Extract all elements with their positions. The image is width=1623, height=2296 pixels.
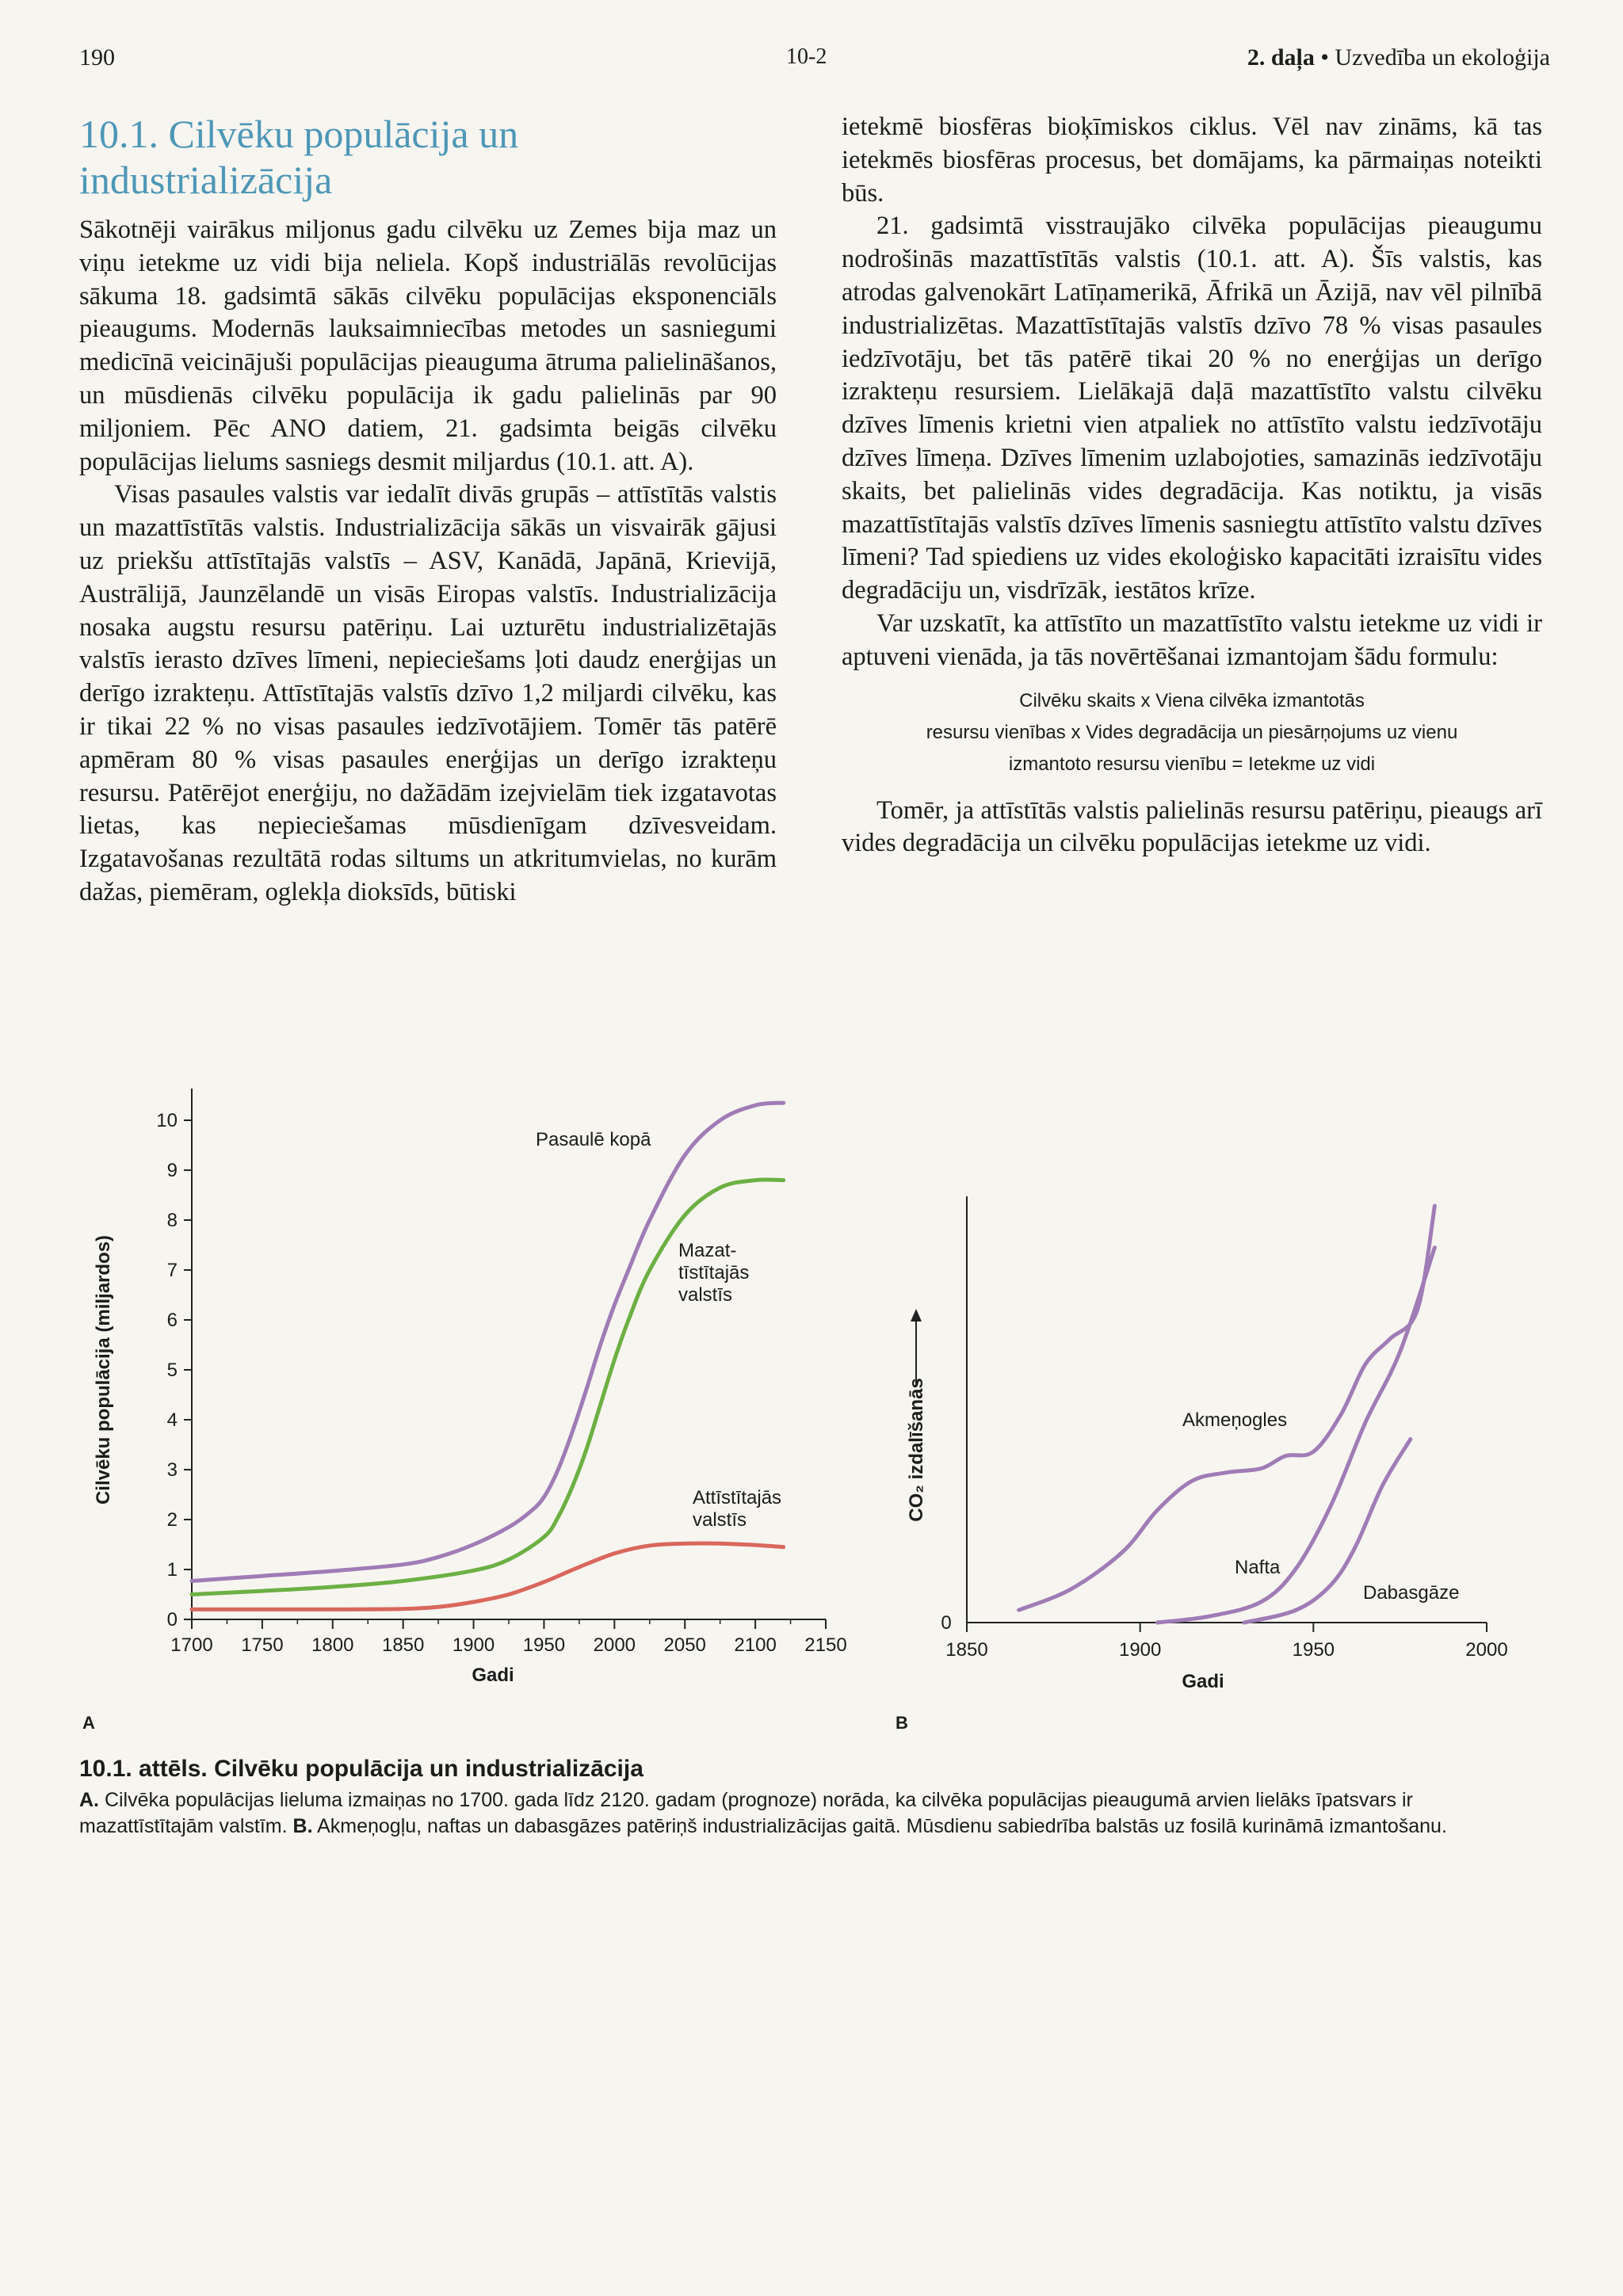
y-tick-label: 7	[166, 1260, 178, 1281]
section-title	[79, 111, 777, 203]
population-chart	[79, 1070, 864, 1703]
x-tick-label: 2000	[593, 1634, 636, 1656]
part-separator: •	[1320, 44, 1329, 71]
x-tick-label: 2000	[1465, 1639, 1508, 1661]
series-label: Pasaulē kopā	[536, 1129, 651, 1150]
y-tick-label: 10	[156, 1110, 178, 1131]
y-tick-label: 8	[166, 1210, 178, 1231]
y-axis-label: CO₂ izdalīšanās	[906, 1378, 927, 1522]
caption-body	[79, 1787, 1529, 1840]
caption-text-a: Cilvēka populācijas lieluma izmaiņas no 1700. gada līdz 2120. gadam (prognoze) norāda, ka cilvēka populācijas pieaugumā arvien lielāks īpatsvars ir mazattīstītajām valstīm.	[79, 1789, 1413, 1837]
section-title-line1: 10.1. Cilvēku populācija un	[79, 112, 519, 156]
formula-line: izmantoto resursu vienību = Ietekme uz vidi	[1008, 753, 1376, 775]
caption-title: 10.1. attēls. Cilvēku populācija un industrializācija	[79, 1756, 643, 1782]
series-label: Mazat-	[678, 1240, 737, 1261]
x-tick-label: 1800	[311, 1634, 354, 1656]
figure-caption	[79, 1756, 1529, 1840]
formula-line: resursu vienības x Vides degradācija un piesārņojums uz vienu	[926, 721, 1458, 743]
series-label: valstīs	[693, 1509, 747, 1531]
y-tick-label: 0	[941, 1612, 952, 1634]
x-tick-label: 1900	[1118, 1639, 1162, 1661]
series-label: valstīs	[678, 1284, 733, 1306]
x-axis-label: Gadi	[472, 1665, 514, 1686]
y-axis-label: Cilvēku populācija (miljardos)	[93, 1234, 114, 1505]
caption-text-b: Akmeņogļu, naftas un dabasgāzes patēriņš industrializācijas gaitā. Mūsdienu sabiedrība balstās uz fosilā kurināmā izmantošanu.	[317, 1815, 1447, 1837]
formula-line: Cilvēku skaits x Viena cilvēka izmantotās	[1019, 689, 1365, 711]
page-number: 190	[79, 44, 115, 71]
x-tick-label: 1950	[1292, 1639, 1335, 1661]
paragraph: 21. gadsimtā visstraujāko cilvēka populācijas pieaugumu nodrošinās mazattīstītās valstis (10.1. att. A). Šīs valstis, kas atrodas galvenokārt Latīņamerikā, Āfrikā un Āzijā, nav vēl pilnībā industrializētas. Mazattīstītajās valstīs dzīvo 78 % visas pasaules iedzīvotāju, bet tās patērē tikai 20 % no enerģijas un derīgo izrakteņu resursiem. Lielākajā daļā mazattīstīto valstu cilvēku dzīves līmenis krietni vien atpaliek no attīstīto valstu iedzīvotāju dzīves līmeņa. Dzīves līmenim uzlabojoties, samazinās iedzīvotāju skaits, bet palielinās vides degradācija. Kas notiktu, ja visās mazattīstītajās valstīs dzīves līmenis sasniegtu attīstīto valstu dzīves līmeni? Tad spiediens uz vides ekoloģisko kapacitāti izraisītu vides degradāciju un, visdrīzāk, iestātos krīze.	[842, 212, 1542, 605]
caption-marker-b: B.	[292, 1815, 313, 1837]
right-column	[842, 111, 1542, 860]
x-tick-label: 1850	[945, 1639, 988, 1661]
y-arrow-head-icon	[911, 1309, 922, 1322]
y-tick-label: 9	[166, 1160, 178, 1181]
running-header	[1247, 44, 1550, 71]
series-line	[1158, 1248, 1435, 1623]
x-tick-label: 2050	[663, 1634, 706, 1656]
impact-formula	[842, 685, 1542, 780]
x-tick-label: 1850	[381, 1634, 425, 1656]
y-tick-label: 3	[166, 1459, 178, 1481]
series-label: tīstītajās	[678, 1262, 750, 1283]
x-tick-label: 1700	[170, 1634, 213, 1656]
y-tick-label: 0	[166, 1609, 178, 1630]
paragraph: Visas pasaules valstis var iedalīt divās grupās – attīstītās valstis un mazattīstītās valstis. Industrializācija sākās un visvairāk gājusi uz priekšu attīstītajās valstīs – ASV, Kanādā, Japānā, Krievijā, Austrālijā, Jaunzēlandē un visās Eiropas valstīs. Industrializācija nosaka augstu resursu patēriņu. Lai uzturētu industrializētajās valstīs ierasto dzīves līmeni, nepieciešams ļoti daudz enerģijas un derīgo izrakteņu. Attīstītajās valstīs dzīvo 1,2 miljardi cilvēku, kas ir tikai 22 % no visas pasaules iedzīvotājiem. Tomēr tās patērē apmēram 80 % visas pasaules enerģijas un derīgo izrakteņu resursu. Patērējot enerģiju, no dažādām izejvielām tiek izgatavotas lietas, kas nepieciešamas mūsdienīgam dzīvesveidam. Izgatavošanas rezultātā rodas siltums un atkritumvielas, no kurām dažas, piemēram, oglekļa dioksīds, būtiski	[79, 480, 777, 906]
y-tick-label: 4	[166, 1409, 178, 1431]
series-label: Akmeņogles	[1182, 1409, 1288, 1431]
y-tick-label: 2	[166, 1509, 178, 1531]
x-tick-label: 2100	[734, 1634, 777, 1656]
x-axis-label: Gadi	[1182, 1671, 1224, 1692]
figure-letter-b: B	[896, 1713, 908, 1733]
x-tick-label: 1950	[522, 1634, 566, 1656]
part-label: 2. daļa	[1247, 44, 1315, 71]
x-tick-label: 1900	[452, 1634, 495, 1656]
figure-letter-a: A	[82, 1713, 95, 1733]
x-tick-label: 1750	[241, 1634, 284, 1656]
caption-marker-a: A.	[79, 1789, 99, 1811]
section-title-line2: industrializācija	[79, 158, 333, 202]
part-title: Uzvedība un ekoloģija	[1335, 44, 1550, 71]
y-tick-label: 6	[166, 1310, 178, 1331]
paragraph: Var uzskatīt, ka attīstīto un mazattīstīto valstu ietekme uz vidi ir aptuveni vienāda, ja tās novērtēšanai izmantojam šādu formulu:	[842, 608, 1542, 671]
co2-chart	[872, 1173, 1529, 1695]
section-code: 10-2	[786, 44, 827, 69]
left-column	[79, 111, 777, 910]
paragraph: ietekmē biosfēras bioķīmiskos ciklus. Vēl nav zināms, kā tas ietekmēs biosfēras procesus, bet domājams, ka pārmaiņas noteikti būs.	[842, 113, 1542, 208]
paragraph: Tomēr, ja attīstītās valstis palielinās resursu patēriņu, pieaugs arī vides degradācija un cilvēku populācijas ietekme uz vidi.	[842, 795, 1542, 858]
paragraph: Sākotnēji vairākus miljonus gadu cilvēku uz Zemes bija maz un viņu ietekme uz vidi bija neliela. Kopš industriālās revolūcijas sākuma 18. gadsimtā sākās cilvēku populācijas eksponenciāls pieaugums. Modernās lauksaimniecības metodes un sasniegumi medicīnā veicinājuši populācijas pieauguma ātruma palielināšanos, un mūsdienās cilvēku populācija ik gadu palielinās par 90 miljoniem. Pēc ANO datiem, 21. gadsimta beigās cilvēku populācijas lielums sasniegs desmit miljardus (10.1. att. A).	[79, 215, 777, 476]
series-label: Attīstītajās	[693, 1487, 782, 1508]
x-tick-label: 2150	[804, 1634, 847, 1656]
series-label: Dabasgāze	[1363, 1582, 1460, 1604]
y-tick-label: 5	[166, 1360, 178, 1381]
y-tick-label: 1	[166, 1559, 178, 1581]
series-label: Nafta	[1235, 1557, 1281, 1578]
